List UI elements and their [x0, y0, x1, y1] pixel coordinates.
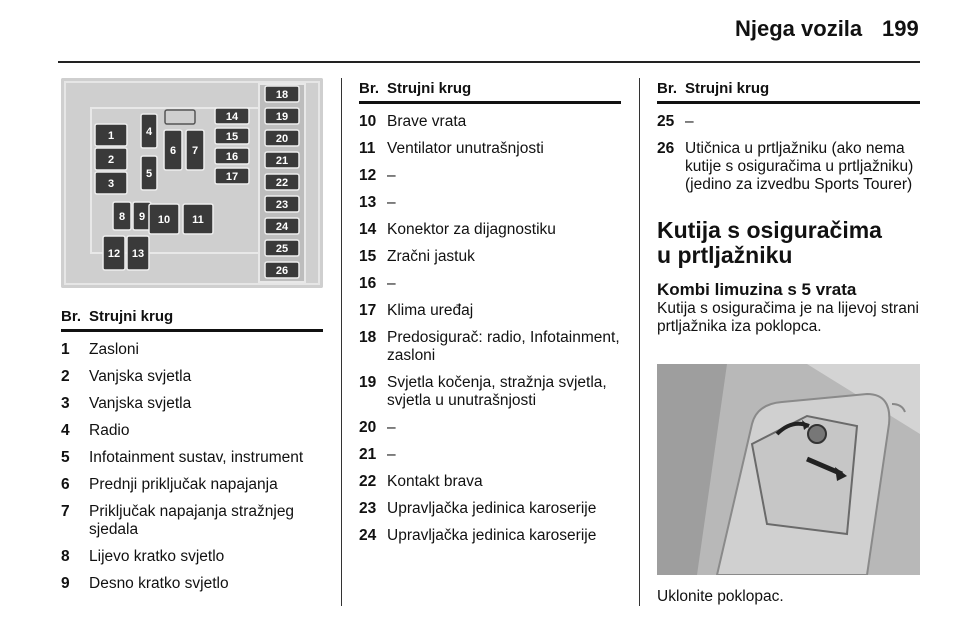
circuit-description: Predosigurač: radio, Infotainment, zasloni — [387, 329, 620, 364]
fuse-label-25: 25 — [275, 243, 289, 255]
circuit-description: – — [387, 194, 396, 211]
fuse-label-10: 10 — [157, 214, 171, 226]
fuse-number: 19 — [359, 374, 377, 391]
fuse-label-5: 5 — [145, 168, 153, 180]
fuse-label-8: 8 — [118, 211, 126, 223]
column-divider-2 — [639, 78, 640, 606]
fuse-number: 9 — [61, 575, 70, 592]
header-circuit: Strujni krug — [89, 308, 174, 325]
table-row — [61, 395, 323, 413]
fuse-label-6: 6 — [169, 145, 177, 157]
table-row — [61, 503, 323, 539]
table-row — [61, 341, 323, 359]
table-row — [61, 476, 323, 494]
table-row — [61, 548, 323, 566]
fuse-number: 15 — [359, 248, 377, 265]
fuse-label-1: 1 — [107, 130, 115, 142]
fuse-number: 4 — [61, 422, 70, 439]
fuse-number: 5 — [61, 449, 70, 466]
table-row — [359, 221, 621, 239]
fuse-label-21: 21 — [275, 155, 289, 167]
table-row — [359, 374, 621, 410]
fuse-box-svg — [61, 78, 323, 288]
table-row — [359, 167, 621, 185]
circuit-description: – — [387, 275, 396, 292]
circuit-description: Kontakt brava — [387, 473, 483, 490]
fuse-number: 1 — [61, 341, 70, 358]
fuse-number: 2 — [61, 368, 70, 385]
fuse-box-diagram — [61, 78, 323, 288]
table-header — [359, 80, 621, 104]
fuse-number: 21 — [359, 446, 377, 463]
fuse-number: 11 — [359, 140, 376, 157]
fuse-label-4: 4 — [145, 126, 153, 138]
fuse-label-12: 12 — [107, 248, 121, 260]
fuse-label-24: 24 — [275, 221, 289, 233]
table-row — [61, 422, 323, 440]
fuse-label-23: 23 — [275, 199, 289, 211]
fuse-table-3 — [657, 80, 920, 336]
fuse-number: 20 — [359, 419, 377, 436]
fuse-number: 26 — [657, 140, 675, 157]
circuit-description: Upravljačka jedinica karoserije — [387, 500, 597, 517]
circuit-description: Konektor za dijagnostiku — [387, 221, 556, 238]
fuse-label-15: 15 — [225, 131, 239, 143]
table-header — [657, 80, 920, 104]
circuit-description: Vanjska svjetla — [89, 368, 192, 385]
fuse-label-11: 11 — [192, 214, 204, 226]
table-row — [359, 113, 621, 131]
section-title-line2: u prtljažniku — [657, 242, 793, 268]
fuse-number: 3 — [61, 395, 70, 412]
fuse-number: 8 — [61, 548, 70, 565]
circuit-description: Radio — [89, 422, 130, 439]
fuse-number: 13 — [359, 194, 377, 211]
circuit-description: – — [387, 419, 396, 436]
header-circuit: Strujni krug — [685, 80, 770, 97]
table-row — [657, 113, 920, 131]
fuse-number: 14 — [359, 221, 377, 238]
fuse-label-3: 3 — [107, 178, 115, 190]
header-num: Br. — [657, 80, 678, 97]
circuit-description: Utičnica u prtljažniku (ako nema kutije s osiguračima u prtljažniku) (jedino za izvedbu Sports Tourer) — [685, 140, 914, 193]
header-num: Br. — [61, 308, 82, 325]
header-rule — [58, 61, 920, 63]
circuit-description: Desno kratko svjetlo — [89, 575, 229, 592]
page-number: 199 — [882, 16, 919, 41]
circuit-description: – — [685, 113, 694, 130]
circuit-description: Zasloni — [89, 341, 139, 358]
trunk-photo-svg — [657, 364, 920, 575]
fuse-label-7: 7 — [191, 145, 199, 157]
fuse-number: 22 — [359, 473, 377, 490]
circuit-description: Svjetla kočenja, stražnja svjetla, svjetla u unutrašnjosti — [387, 374, 607, 409]
fuse-number: 6 — [61, 476, 70, 493]
fuse-label-2: 2 — [107, 154, 115, 166]
fuse-label-17: 17 — [225, 171, 239, 183]
fuse-number: 7 — [61, 503, 70, 520]
circuit-description: Prednji priključak napajanja — [89, 476, 278, 493]
table-row — [359, 419, 621, 437]
fuse-label-13: 13 — [131, 248, 145, 260]
fuse-number: 24 — [359, 527, 377, 544]
section-title — [657, 218, 920, 268]
table-row — [61, 575, 323, 593]
fuse-label-20: 20 — [275, 133, 289, 145]
section-title-line1: Kutija s osiguračima — [657, 217, 882, 243]
table-row — [359, 248, 621, 266]
fuse-number: 23 — [359, 500, 377, 517]
fuse-label-14: 14 — [225, 111, 239, 123]
fuse-table-2 — [359, 80, 621, 545]
fuse-label-16: 16 — [225, 151, 239, 163]
table-row — [657, 140, 920, 194]
body-text: Kutija s osiguračima je na lijevoj strani prtljažnika iza poklopca. — [657, 300, 919, 335]
header-circuit: Strujni krug — [387, 80, 472, 97]
table-row — [359, 194, 621, 212]
table-row — [359, 527, 621, 545]
table-row — [359, 329, 621, 365]
column-divider-1 — [341, 78, 342, 606]
fuse-table-1 — [61, 308, 323, 593]
fuse-label-18: 18 — [275, 89, 289, 101]
table-row — [61, 368, 323, 386]
circuit-description: Lijevo kratko svjetlo — [89, 548, 225, 565]
fuse-number: 17 — [359, 302, 377, 319]
table-row — [359, 302, 621, 320]
circuit-description: Zračni jastuk — [387, 248, 475, 265]
circuit-description: Brave vrata — [387, 113, 467, 130]
table-row — [359, 473, 621, 491]
fuse-label-26: 26 — [275, 265, 289, 277]
circuit-description: Ventilator unutrašnjosti — [387, 140, 544, 157]
fuse-number: 12 — [359, 167, 377, 184]
circuit-description: – — [387, 446, 396, 463]
table-row — [359, 140, 621, 158]
circuit-description: Upravljačka jedinica karoserije — [387, 527, 597, 544]
circuit-description: Infotainment sustav, instrument — [89, 449, 304, 466]
fuse-number: 16 — [359, 275, 377, 292]
table-row — [359, 500, 621, 518]
fuse-number: 10 — [359, 113, 377, 130]
fuse-label-19: 19 — [275, 111, 289, 123]
trunk-photo — [657, 364, 920, 575]
table-row — [61, 449, 323, 467]
circuit-description: Vanjska svjetla — [89, 395, 192, 412]
subsection-title: Kombi limuzina s 5 vrata — [657, 280, 857, 299]
table-row — [359, 446, 621, 464]
circuit-description: – — [387, 167, 396, 184]
table-row — [359, 275, 621, 293]
circuit-description: Klima uređaj — [387, 302, 474, 319]
fuse-label-9: 9 — [138, 211, 146, 223]
photo-caption: Uklonite poklopac. — [657, 588, 784, 605]
page-header-title: Njega vozila — [735, 16, 863, 41]
table-header — [61, 308, 323, 332]
fuse-number: 18 — [359, 329, 377, 346]
fuse-number: 25 — [657, 113, 675, 130]
header-num: Br. — [359, 80, 380, 97]
fuse-label-22: 22 — [275, 177, 289, 189]
circuit-description: Priključak napajanja stražnjeg sjedala — [89, 503, 295, 538]
